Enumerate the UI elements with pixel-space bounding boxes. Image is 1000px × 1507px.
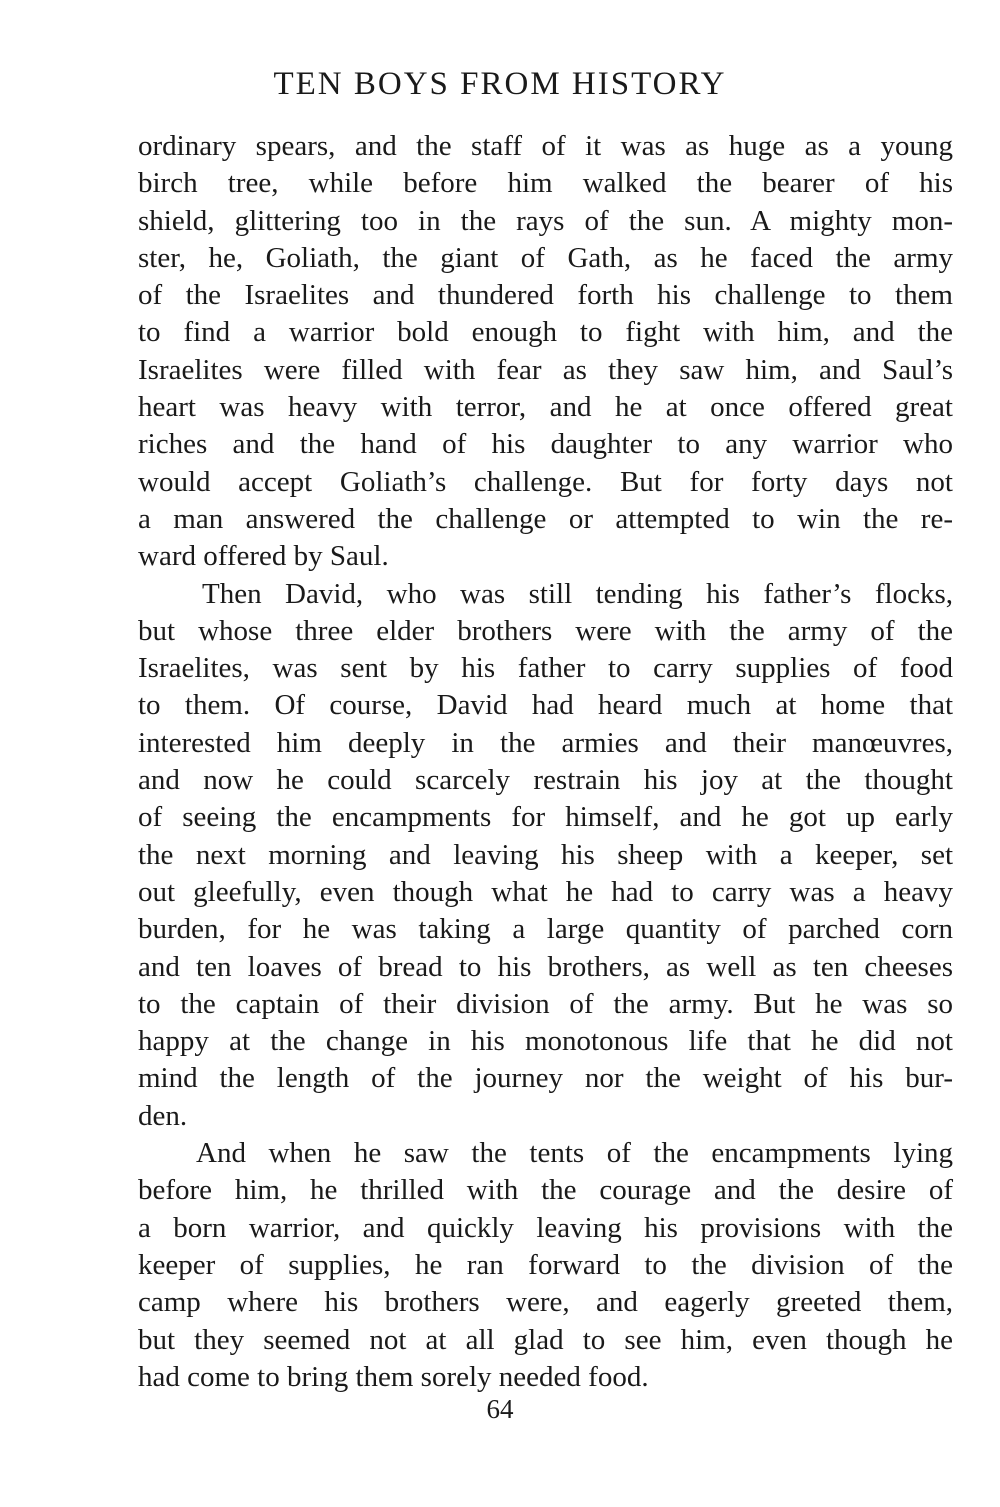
text-line: camp where his brothers were, and eagerly greeted them,	[138, 1286, 953, 1319]
text-line: Israelites, was sent by his father to carry supplies of food	[138, 652, 953, 685]
text-line: Israelites were filled with fear as they saw him, and Saul’s	[138, 353, 953, 386]
text-line: of the Israelites and thundered forth his challenge to them	[138, 279, 953, 312]
text-line: riches and the hand of his daughter to any warrior who	[138, 428, 953, 461]
text-line: a man answered the challenge or attempted to win the re-	[138, 502, 953, 535]
text-line: shield, glittering too in the rays of the sun. A mighty mon-	[138, 204, 953, 237]
running-head: TEN BOYS FROM HISTORY	[273, 66, 727, 102]
text-line: a born warrior, and quickly leaving his provisions with the	[138, 1211, 953, 1244]
text-line: of seeing the encampments for himself, and he got up early	[138, 801, 953, 834]
text-line: had come to bring them sorely needed food.	[138, 1360, 649, 1393]
text-line: heart was heavy with terror, and he at once offered great	[138, 391, 953, 424]
text-line: ward offered by Saul.	[138, 540, 389, 573]
text-line: den.	[138, 1099, 188, 1132]
text-line: the next morning and leaving his sheep with a keeper, set	[138, 838, 953, 871]
text-line: happy at the change in his monotonous life that he did not	[138, 1025, 953, 1058]
paragraph-first-line: And when he saw the tents of the encampments lying	[196, 1137, 953, 1170]
text-line: out gleefully, even though what he had to carry was a heavy	[138, 875, 953, 908]
text-line: but whose three elder brothers were with the army of the	[138, 614, 953, 647]
text-line: before him, he thrilled with the courage and the desire of	[138, 1174, 953, 1207]
page-number: 64	[486, 1394, 514, 1424]
text-line: to them. Of course, David had heard much at home that	[138, 689, 953, 722]
body-text	[138, 128, 953, 1396]
text-line: ordinary spears, and the staff of it was as huge as a young	[138, 130, 953, 162]
text-line: and now he could scarcely restrain his joy at the thought	[138, 764, 953, 797]
text-line: but they seemed not at all glad to see him, even though he	[138, 1323, 953, 1356]
text-line: and ten loaves of bread to his brothers, as well as ten cheeses	[138, 950, 953, 983]
text-line: burden, for he was taking a large quantity of parched corn	[138, 913, 953, 946]
text-line: to the captain of their division of the army. But he was so	[138, 987, 953, 1020]
text-line: birch tree, while before him walked the bearer of his	[138, 167, 953, 200]
text-line: interested him deeply in the armies and their manœuvres,	[138, 726, 953, 759]
text-line: to find a warrior bold enough to fight with him, and the	[138, 316, 953, 349]
text-line: keeper of supplies, he ran forward to the division of the	[138, 1248, 953, 1281]
paragraph-first-line: Then David, who was still tending his father’s flocks,	[202, 577, 953, 610]
text-line: would accept Goliath’s challenge. But for forty days not	[138, 465, 953, 498]
text-line: mind the length of the journey nor the weight of his bur-	[138, 1062, 953, 1095]
text-line: ster, he, Goliath, the giant of Gath, as he faced the army	[138, 241, 953, 274]
